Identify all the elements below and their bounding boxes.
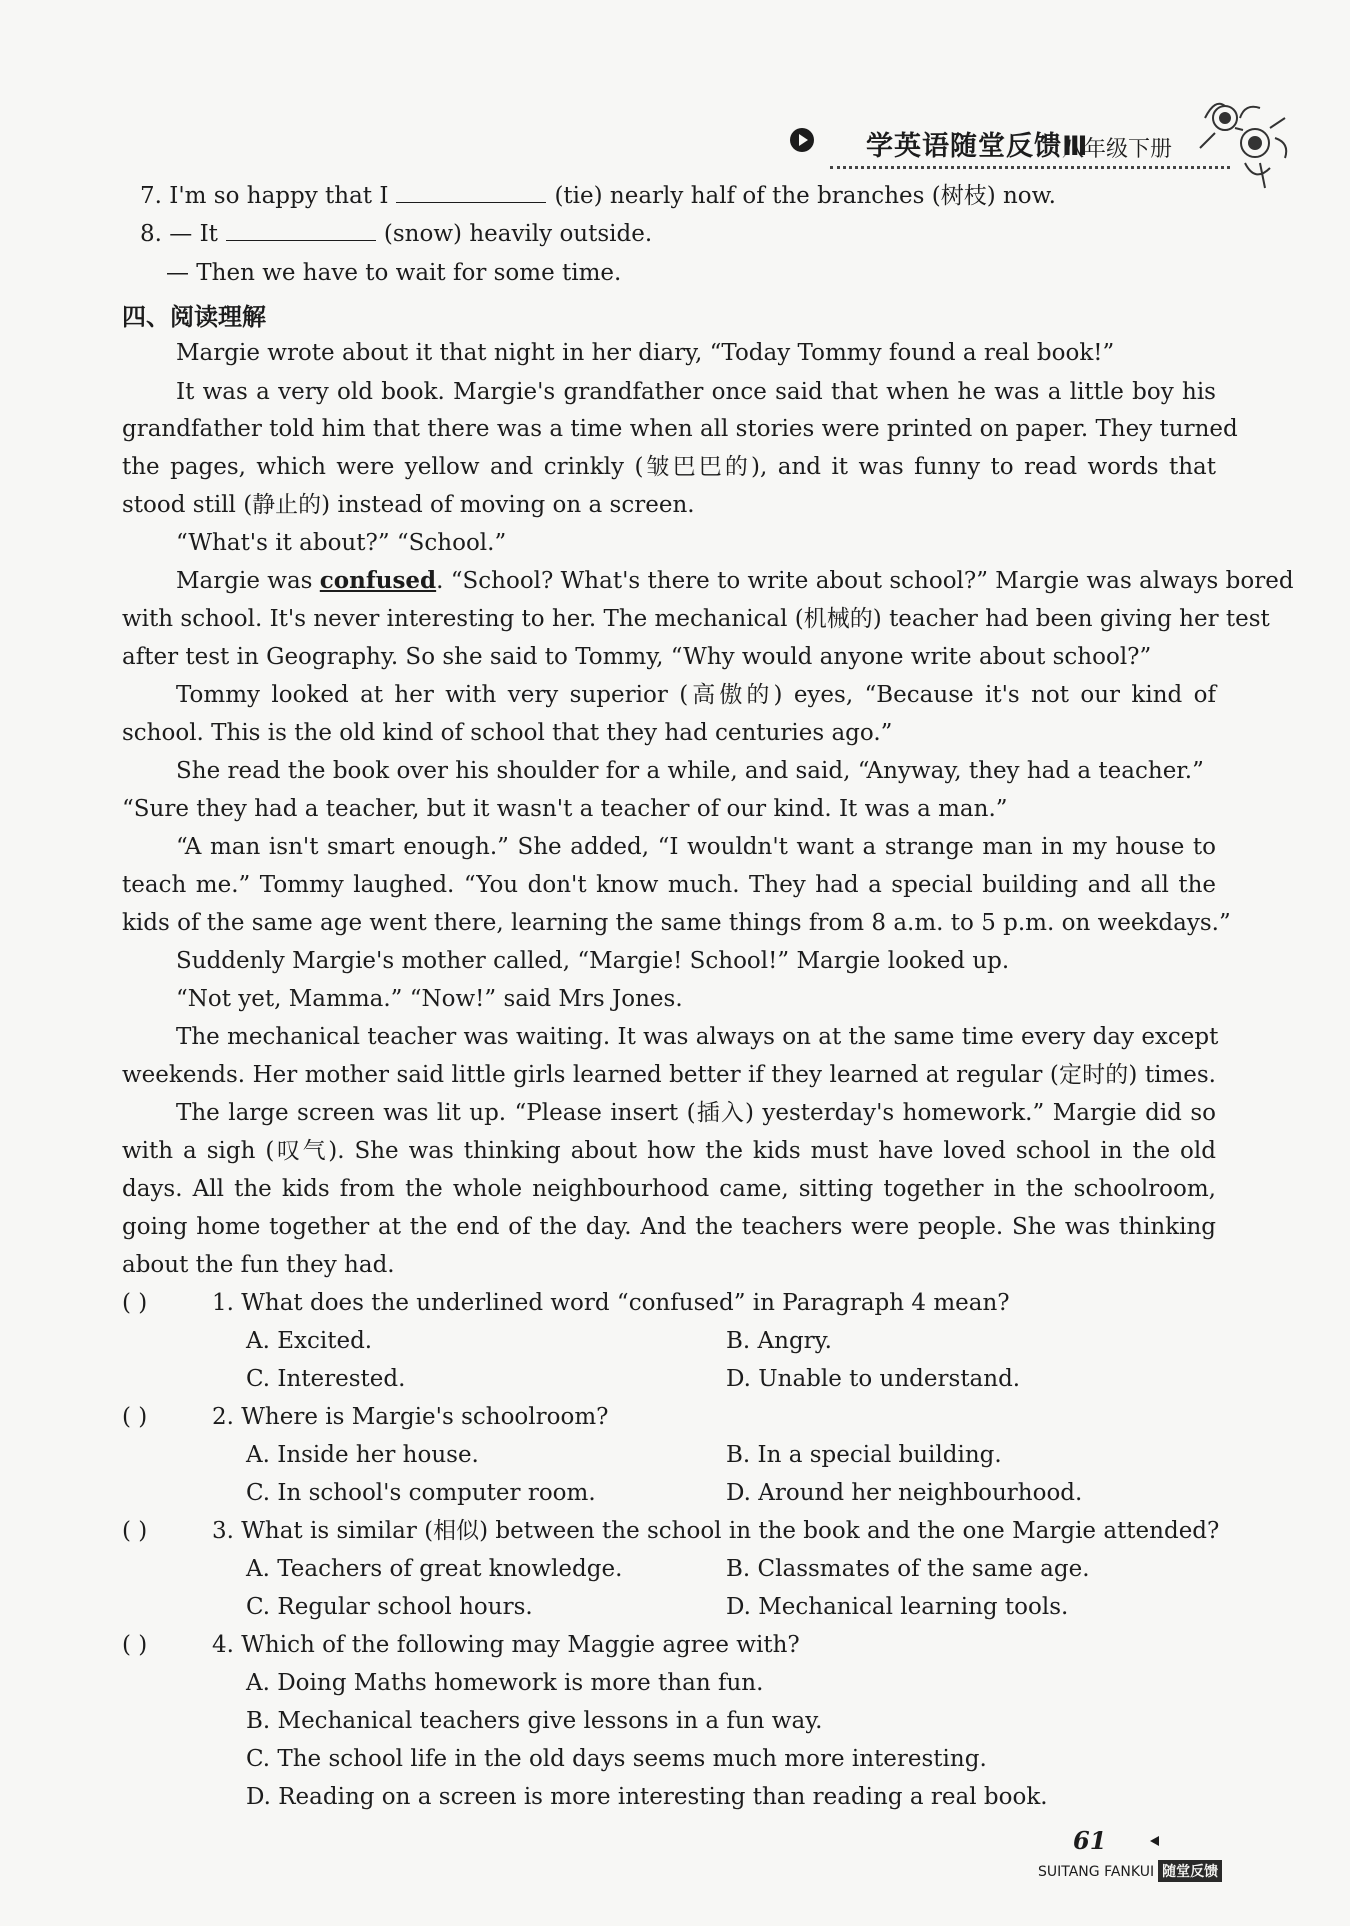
option[interactable]: B. Angry. — [726, 1328, 832, 1354]
passage-line: the pages, which were yellow and crinkly (皱巴巴的), and it was funny to read words that — [122, 454, 1216, 480]
option[interactable]: A. Teachers of great knowledge. — [246, 1556, 623, 1582]
option[interactable]: C. Interested. — [246, 1366, 406, 1392]
passage-line: “A man isn't smart enough.” She added, “I wouldn't want a strange man in my house to — [176, 834, 1216, 860]
passage-line: school. This is the old kind of school that they had centuries ago.” — [122, 720, 893, 746]
book-subtitle: 八年级下册 — [1062, 137, 1173, 162]
passage-line: Margie was confused. “School? What's there to write about school?” Margie was always bored — [176, 567, 1294, 594]
footer-brand: SUITANG FANKUI 随堂反馈 — [1038, 1860, 1222, 1882]
option[interactable]: D. Mechanical learning tools. — [726, 1594, 1069, 1620]
question-2: 2. Where is Margie's schoolroom? — [212, 1404, 609, 1430]
option[interactable]: C. The school life in the old days seems much more interesting. — [246, 1746, 987, 1772]
passage-line: going home together at the end of the day. And the teachers were people. She was thinking — [122, 1214, 1216, 1240]
fill-blank-reply: — Then we have to wait for some time. — [166, 260, 622, 286]
fill-blank-8: 8. — It (snow) heavily outside. — [140, 221, 653, 247]
question-4: 4. Which of the following may Maggie agree with? — [212, 1632, 800, 1658]
passage-line: It was a very old book. Margie's grandfather once said that when he was a little boy his — [176, 379, 1216, 405]
answer-paren[interactable]: ( ) — [122, 1632, 148, 1658]
passage-line: stood still (静止的) instead of moving on a screen. — [122, 492, 695, 518]
passage-line: Tommy looked at her with very superior (高傲的) eyes, “Because it's not our kind of — [176, 682, 1216, 708]
question-1: 1. What does the underlined word “confused” in Paragraph 4 mean? — [212, 1290, 1010, 1316]
option[interactable]: B. Classmates of the same age. — [726, 1556, 1090, 1582]
passage-line: after test in Geography. So she said to Tommy, “Why would anyone write about school?” — [122, 644, 1152, 670]
option[interactable]: C. Regular school hours. — [246, 1594, 533, 1620]
passage-line: The large screen was lit up. “Please insert (插入) yesterday's homework.” Margie did so — [176, 1100, 1216, 1126]
underlined-word: confused — [319, 567, 437, 594]
answer-blank[interactable] — [396, 184, 546, 203]
play-circle-icon — [790, 128, 814, 152]
answer-paren[interactable]: ( ) — [122, 1404, 148, 1430]
passage-line: weekends. Her mother said little girls learned better if they learned at regular (定时的) times. — [122, 1062, 1216, 1088]
passage-line: Margie wrote about it that night in her diary, “Today Tommy found a real book!” — [176, 340, 1115, 366]
option[interactable]: B. Mechanical teachers give lessons in a fun way. — [246, 1708, 823, 1734]
option[interactable]: D. Unable to understand. — [726, 1366, 1021, 1392]
header-divider — [830, 166, 1230, 169]
option[interactable]: B. In a special building. — [726, 1442, 1002, 1468]
passage-line: Suddenly Margie's mother called, “Margie! School!” Margie looked up. — [176, 948, 1010, 974]
question-3: 3. What is similar (相似) between the school in the book and the one Margie attended? — [212, 1518, 1220, 1544]
passage-line: days. All the kids from the whole neighbourhood came, sitting together in the schoolroom, — [122, 1176, 1216, 1202]
option[interactable]: C. In school's computer room. — [246, 1480, 596, 1506]
passage-line: The mechanical teacher was waiting. It was always on at the same time every day except — [176, 1024, 1219, 1050]
option[interactable]: D. Around her neighbourhood. — [726, 1480, 1083, 1506]
passage-line: kids of the same age went there, learning the same things from 8 a.m. to 5 p.m. on weekdays.” — [122, 910, 1231, 936]
passage-line: about the fun they had. — [122, 1252, 395, 1278]
passage-line: with school. It's never interesting to her. The mechanical (机械的) teacher had been giving her test — [122, 606, 1270, 632]
passage-line: grandfather told him that there was a time when all stories were printed on paper. They turned — [122, 416, 1238, 442]
section-title: 四、阅读理解 — [122, 303, 266, 331]
arrow-left-icon — [1150, 1836, 1159, 1846]
page-number: 61 — [1073, 1826, 1107, 1855]
answer-blank[interactable] — [226, 222, 376, 241]
option[interactable]: A. Inside her house. — [246, 1442, 479, 1468]
answer-paren[interactable]: ( ) — [122, 1290, 148, 1316]
option[interactable]: A. Doing Maths homework is more than fun. — [246, 1670, 764, 1696]
passage-line: “Not yet, Mamma.” “Now!” said Mrs Jones. — [176, 986, 683, 1012]
flower-ornament-icon — [1185, 88, 1295, 198]
passage-line: “Sure they had a teacher, but it wasn't a teacher of our kind. It was a man.” — [122, 796, 1008, 822]
passage-line: She read the book over his shoulder for a while, and said, “Anyway, they had a teacher.” — [176, 758, 1204, 784]
passage-line: “What's it about?” “School.” — [176, 530, 507, 556]
fill-blank-7: 7. I'm so happy that I (tie) nearly half of the branches (树枝) now. — [140, 183, 1056, 209]
option[interactable]: D. Reading on a screen is more interesting than reading a real book. — [246, 1784, 1048, 1810]
answer-paren[interactable]: ( ) — [122, 1518, 148, 1544]
option[interactable]: A. Excited. — [246, 1328, 373, 1354]
book-title: 学英语随堂反馈Ⅲ — [866, 131, 1089, 162]
passage-line: teach me.” Tommy laughed. “You don't know much. They had a special building and all the — [122, 872, 1216, 898]
passage-line: with a sigh (叹气). She was thinking about how the kids must have loved school in the old — [122, 1138, 1216, 1164]
